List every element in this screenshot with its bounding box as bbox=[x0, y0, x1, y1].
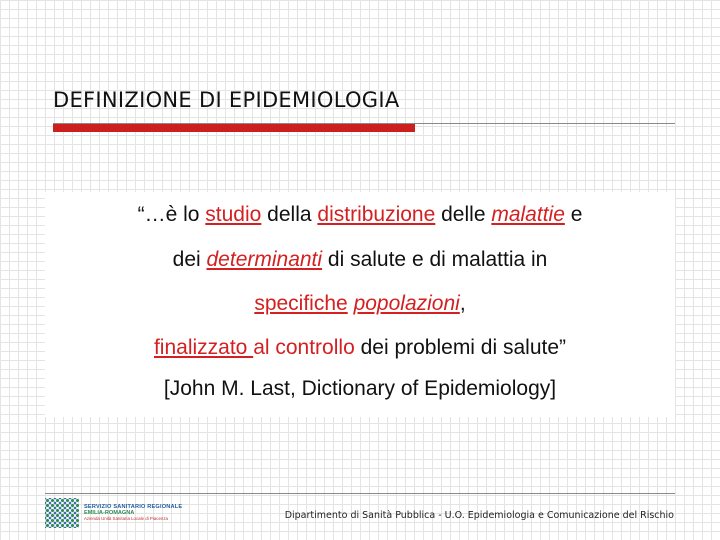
quote-text: “…è lo bbox=[137, 203, 206, 226]
keyword-determinanti: determinanti bbox=[206, 248, 323, 271]
keyword-malattie: malattie bbox=[491, 203, 565, 226]
keyword-specifiche: specifiche bbox=[254, 292, 348, 315]
quote-text: delle bbox=[435, 203, 492, 226]
logo-dot-grid-icon bbox=[45, 498, 79, 528]
quote-text: e bbox=[564, 203, 583, 226]
slide-title: DEFINIZIONE DI EPIDEMIOLOGIA bbox=[53, 88, 400, 112]
quote-line-1 bbox=[45, 204, 675, 225]
quote-text: dei problemi di salute” bbox=[354, 336, 567, 359]
quote-text: della bbox=[261, 203, 318, 226]
keyword-finalizzato: finalizzato bbox=[153, 336, 254, 359]
quote-citation: [John M. Last, Dictionary of Epidemiology] bbox=[163, 377, 557, 400]
logo-line-1: SERVIZIO SANITARIO REGIONALE bbox=[84, 503, 183, 510]
logo-text bbox=[84, 505, 182, 521]
title-accent-bar bbox=[53, 124, 415, 132]
keyword-distribuzione: distribuzione bbox=[317, 203, 436, 226]
footer-department: Dipartimento di Sanità Pubblica - U.O. Epidemiologia e Comunicazione del Rischio bbox=[284, 510, 674, 521]
quote-text: di salute e di malattia in bbox=[322, 248, 548, 271]
quote-line-4 bbox=[45, 337, 675, 358]
logo-line-2: EMILIA-ROMAGNA bbox=[84, 509, 135, 516]
keyword-al-controllo: al controllo bbox=[253, 336, 355, 359]
keyword-studio: studio bbox=[205, 203, 262, 226]
ausl-logo bbox=[45, 496, 195, 530]
quote-text: dei bbox=[172, 248, 207, 271]
footer-divider bbox=[45, 493, 675, 494]
keyword-popolazioni: popolazioni bbox=[353, 292, 460, 315]
logo-line-3: Azienda Unità Sanitaria Locale di Piacenza bbox=[84, 515, 168, 521]
quote-text: , bbox=[459, 292, 466, 315]
definition-quote-box bbox=[45, 192, 675, 417]
quote-line-2 bbox=[45, 249, 675, 270]
quote-line-3 bbox=[45, 293, 675, 314]
